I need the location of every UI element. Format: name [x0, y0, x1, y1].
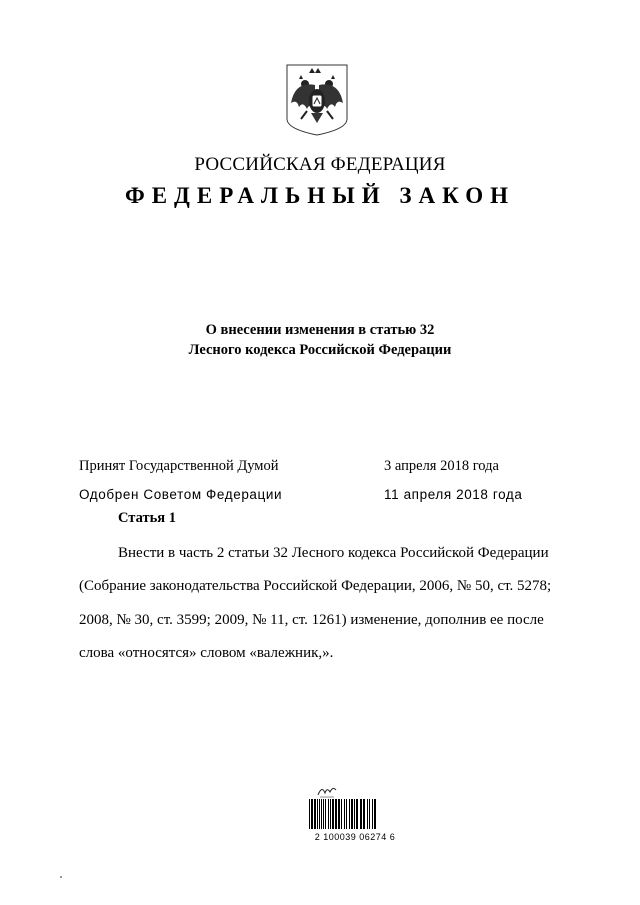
barcode-bar: [309, 799, 310, 829]
barcode-icon: [308, 799, 394, 829]
law-title-line-1: О внесении изменения в статью 32: [205, 322, 435, 338]
document-type: ФЕДЕРАЛЬНЫЙ ЗАКОН: [124, 183, 516, 208]
article-text-line-1: Внести в часть 2 статьи 32 Лесного кодекса Российской Федерации: [118, 545, 549, 561]
coat-of-arms-icon: [285, 63, 349, 137]
country-name: РОССИЙСКАЯ ФЕДЕРАЦИЯ: [194, 154, 446, 175]
barcode-bar: [319, 799, 320, 829]
barcode-number: 2 100039 06274 6: [314, 832, 396, 842]
barcode-bar: [360, 799, 362, 829]
barcode-bar: [351, 799, 353, 829]
barcode-block: [300, 783, 410, 853]
barcode-bar: [372, 799, 373, 829]
council-approval-date: 11 апреля 2018 года: [384, 487, 523, 502]
duma-adoption-date: 3 апреля 2018 года: [384, 458, 499, 474]
article-text-line-4: слова «относятся» словом «валежник,».: [79, 645, 334, 661]
scan-dot: [60, 876, 62, 878]
barcode-bar: [354, 799, 355, 829]
law-title-line-2: Лесного кодекса Российской Федерации: [188, 342, 452, 358]
barcode-bar: [363, 799, 365, 829]
barcode-bar: [367, 799, 368, 829]
barcode-bar: [356, 799, 358, 829]
council-approval-label: Одобрен Советом Федерации: [79, 487, 283, 502]
barcode-bar: [349, 799, 350, 829]
barcode-bar: [374, 799, 376, 829]
article-heading: Статья 1: [118, 510, 176, 526]
barcode-bar: [314, 799, 316, 829]
barcode-bar: [328, 799, 329, 829]
law-title: [0, 320, 640, 360]
signature-icon: [316, 783, 338, 799]
barcode-bar: [335, 799, 337, 829]
barcode-bar: [321, 799, 322, 829]
barcode-bar: [369, 799, 370, 829]
barcode-bar: [332, 799, 334, 829]
barcode-bar: [341, 799, 342, 829]
barcode-bar: [344, 799, 345, 829]
barcode-bar: [311, 799, 313, 829]
barcode-bar: [323, 799, 324, 829]
article-text-line-3: 2008, № 30, ст. 3599; 2009, № 11, ст. 1261) изменение, дополнив ее после: [79, 612, 544, 628]
duma-adoption-label: Принят Государственной Думой: [79, 458, 279, 474]
barcode-bar: [346, 799, 347, 829]
barcode-bar: [330, 799, 331, 829]
barcode-bar: [317, 799, 318, 829]
barcode-bar: [325, 799, 326, 829]
article-text-line-2: (Собрание законодательства Российской Федерации, 2006, № 50, ст. 5278;: [79, 578, 552, 594]
barcode-bar: [338, 799, 340, 829]
